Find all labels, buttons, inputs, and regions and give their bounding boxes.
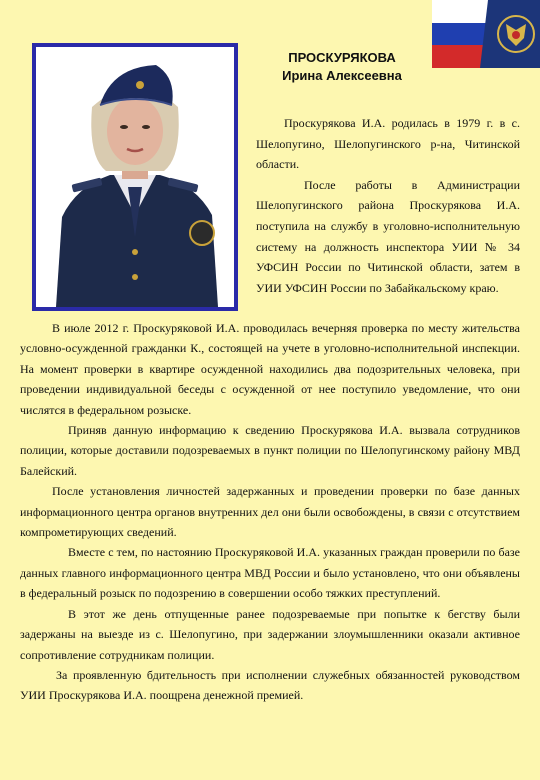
- person-title: [254, 49, 430, 85]
- biography-career-paragraph: После работы в Администрации Шелопугинского района Проскурякова И.А. поступила на службу в уголовно-исполнительную систему на должность инспектора УИИ № 34 УФСИН России по Читинской области, затем в УИИ УФСИН России по Забайкальскому краю.: [256, 177, 520, 295]
- article-body: [20, 318, 520, 706]
- russian-flag-with-fsin-emblem-icon: [432, 0, 540, 68]
- article-paragraph-4: Вместе с тем, по настоянию Проскуряковой И.А. указанных граждан проверили по базе данных главного информационного центра МВД России и было установлено, что они объявлены в федеральный розыск по подозрению в совершении особо тяжких преступлений.: [20, 545, 520, 601]
- portrait-illustration: [36, 47, 234, 307]
- portrait-photo: [32, 43, 238, 311]
- biography-section: [256, 113, 520, 298]
- article-paragraph-2: Приняв данную информацию к сведению Проскурякова И.А. вызвала сотрудников полиции, которые доставили подозреваемых в пункт полиции по Шелопугинскому району МВД Балейский.: [20, 423, 520, 478]
- article-paragraph-5: В этот же день отпущенные ранее подозреваемые при попытке к бегству были задержаны на выезде из с. Шелопугино, при задержании злоумышленники оказали активное сопротивление сотрудникам полиции.: [20, 606, 520, 662]
- article-paragraph-6: За проявленную бдительность при исполнении служебных обязанностей руководством УИИ Проскурякова И.А. поощрена денежной премией.: [20, 667, 520, 703]
- biography-birth-paragraph: Проскурякова И.А. родилась в 1979 г. в с. Шелопугино, Шелопугинского р-на, Читинской области.: [256, 116, 520, 172]
- person-name: Ирина Алексеевна: [282, 68, 402, 83]
- article-paragraph-1: В июле 2012 г. Проскуряковой И.А. проводилась вечерняя проверка по месту жительства условно-осужденной гражданки К., состоящей на учете в уголовно-исполнительной инспекции. На момент проверки в квартире осужденной находились два подозрительных человека, при проведении индивидуальной беседы с осужденной от нее поступило уведомление, что они числятся в федеральном розыске.: [20, 321, 520, 417]
- person-surname: ПРОСКУРЯКОВА: [288, 50, 396, 65]
- article-paragraph-3: После установления личностей задержанных и проведении проверки по базе данных информационного центра органов внутренних дел они были освобождены, в связи с отсутствием компрометирующих сведений.: [20, 484, 520, 540]
